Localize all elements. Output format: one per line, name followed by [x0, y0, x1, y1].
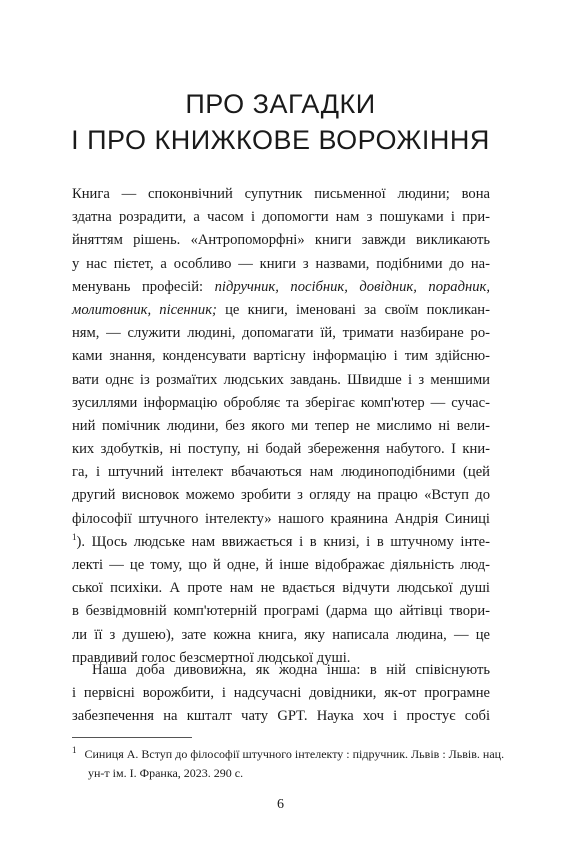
- text-line: філософії штучного інтелекту» нашого краянина Андрія Синиці: [72, 510, 490, 527]
- footnote-reference[interactable]: 1: [72, 531, 77, 542]
- paragraph-2: [72, 659, 490, 729]
- footnote-mark: 1: [72, 745, 77, 755]
- text-line: ської психіки. А проте нам не вдається відчути людської душі: [72, 580, 490, 597]
- text-segment: ). Щось людське нам ввижається і в книзі, і в штучному інте-: [76, 533, 490, 550]
- footnote-line: ун-т ім. І. Франка, 2023. 290 с.: [88, 766, 244, 780]
- text-line: [72, 276, 490, 299]
- footnote-line: [72, 741, 505, 764]
- text-line: забезпечення на кшталт чату GPT. Наука хоч і простує собі: [72, 708, 490, 725]
- text-line: [72, 531, 490, 554]
- text-line: ких здобутків, ні поступу, ні бодай збереження набутого. І кни-: [72, 441, 490, 458]
- text-segment: менувань професій:: [72, 278, 215, 295]
- footnote-divider: [72, 737, 192, 738]
- text-line: Наша доба дивовижна, як жодна інша: в ній співіснують: [92, 662, 490, 678]
- paragraph-1: [72, 183, 490, 670]
- text-line: в безвідмовній комп'ютерній програмі (дарма що айтівці твори-: [72, 603, 490, 620]
- chapter-title-line-2: І ПРО КНИЖКОВЕ ВОРОЖІННЯ: [71, 125, 490, 155]
- text-line: ками знання, конденсувати вартісну інформацію і тим здійсню-: [72, 348, 490, 365]
- footnote-text: Синиця А. Вступ до філософії штучного інтелекту : підручник. Львів : Львів. нац.: [84, 747, 505, 761]
- text-line: га, і штучний інтелект вбачаються нам людиноподібними (цей: [72, 464, 490, 481]
- footnote: [72, 741, 505, 783]
- text-line: вати однє із розмаїтих людських завдань. Швидше і з меншими: [72, 371, 490, 388]
- text-line: у нас пієтет, а особливо — книги з назвами, подібними до на-: [72, 255, 490, 272]
- text-line: зусиллями інформацію обробляє та зберігає комп'ютер — сучас-: [72, 394, 490, 411]
- text-line: [72, 299, 490, 322]
- text-line: і первісні ворожбити, і надсучасні довідники, як-от програмне: [72, 685, 490, 702]
- text-line: здатна розрадити, а часом і допомогти нам з пошуками і при-: [72, 209, 490, 226]
- text-line: Книга — споконвічний супутник письменної людини; вона: [72, 186, 490, 202]
- page-number: 6: [277, 797, 284, 812]
- text-line: ний помічник людини, без якого ми тепер не мислимо ні вели-: [72, 417, 490, 434]
- text-line: ням, — служити людині, допомагати їй, тримати назбиране ро-: [72, 325, 490, 342]
- chapter-title-line-1: ПРО ЗАГАДКИ: [185, 89, 376, 119]
- text-line: лекті — це тому, що й одне, й інше відображає діяльність люд-: [72, 557, 490, 573]
- text-line: другий висновок можемо зробити з огляду на працю «Вступ до: [72, 487, 490, 504]
- text-line: правдивий голос безсмертної людської душі.: [72, 649, 351, 666]
- italic-professions: підручник, посібник, довідник, порадник,: [214, 278, 490, 295]
- italic-professions-cont: молитовник, пісенник;: [72, 301, 217, 318]
- text-line: ли її з душею), зате кожна книга, яку написала людина, — це: [72, 626, 490, 643]
- text-segment: це книги, іменовані за своїм покликан-: [216, 301, 490, 318]
- text-line: йняттям рішень. «Антропоморфні» книги завжди викликають: [72, 232, 490, 249]
